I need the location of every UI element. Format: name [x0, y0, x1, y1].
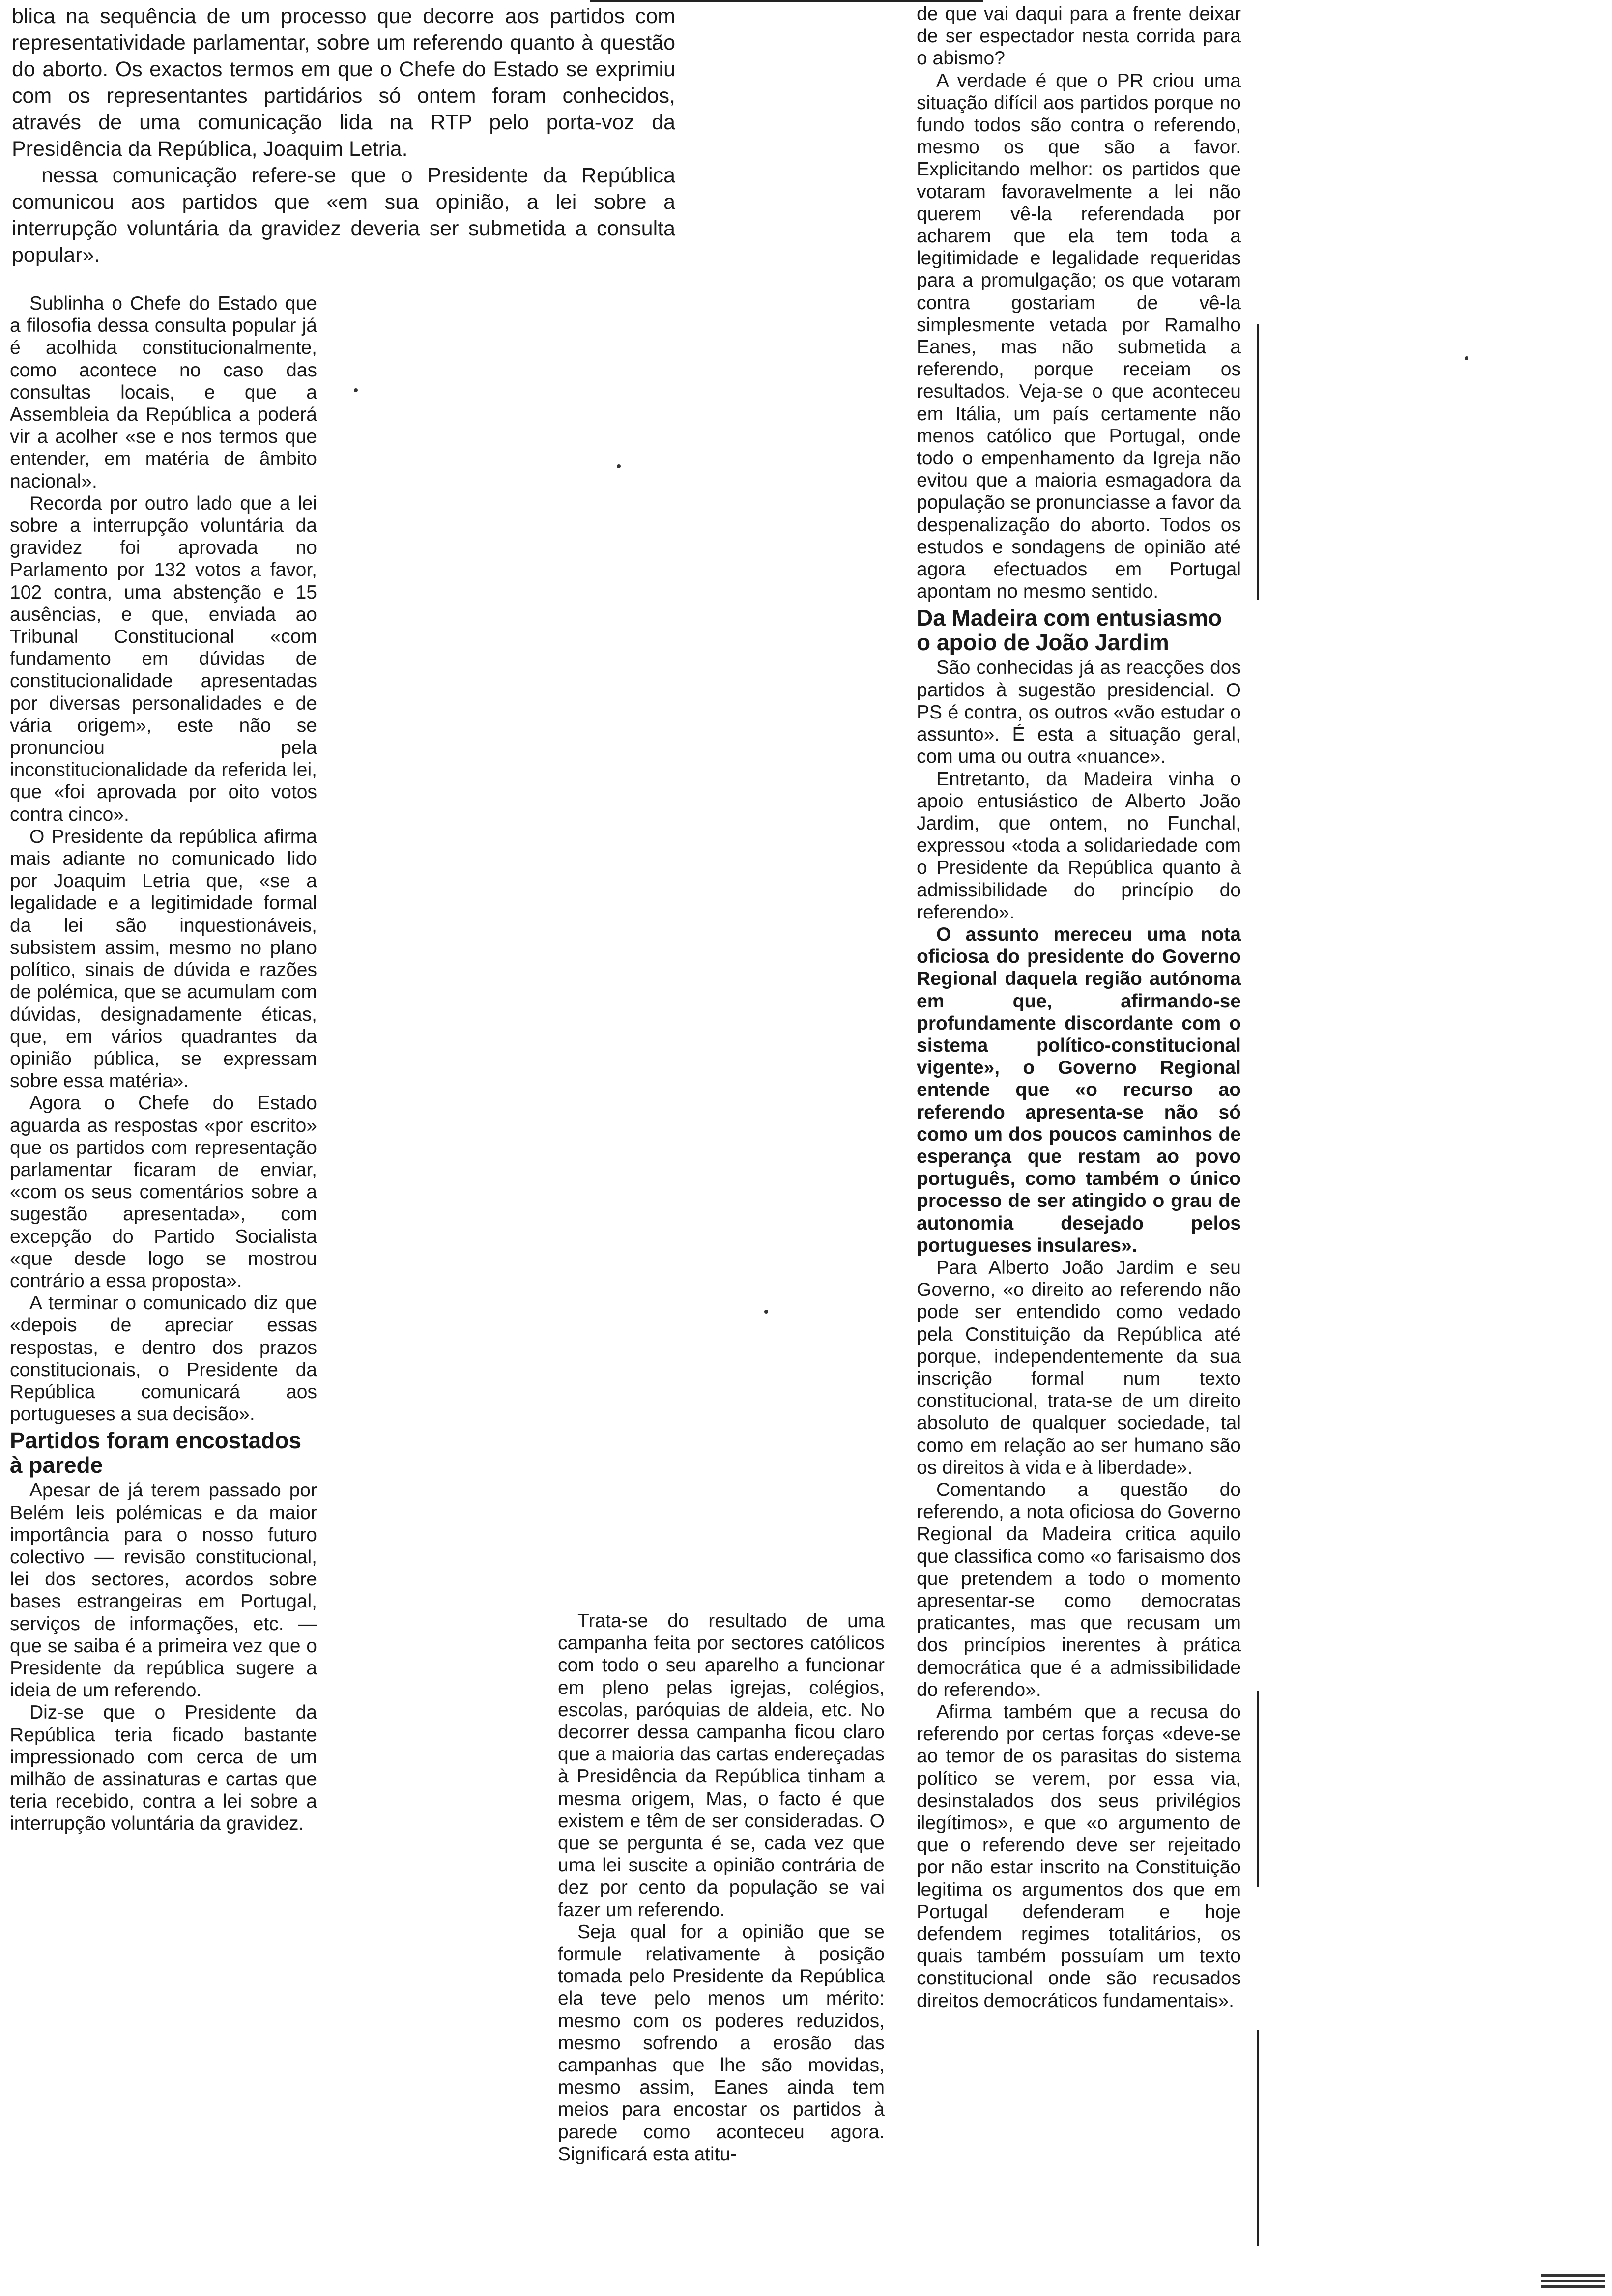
margin-rule	[1257, 324, 1259, 600]
speck	[764, 1310, 768, 1314]
article-paragraph: O Presidente da república afirma mais adiante no comunicado lido por Joaquim Letria que, «se a legalidade e a legitimidade formal da lei são inquestionáveis, subsistem assim, mesmo no plano político, sinais de dúvida e razões de polémica, que se acumulam com dúvidas, designadamente éticas, que, em vários quadrantes da opinião pública, se expressam sobre essa matéria».	[10, 826, 317, 1092]
margin-rule	[1257, 2030, 1259, 2246]
article-paragraph: Agora o Chefe do Estado aguarda as respostas «por escrito» que os partidos com representação parlamentar ficaram de enviar, «com os seus comentários sobre a sugestão apresentada», com excepção do Partido Socialista «que desde logo se mostrou contrário a essa proposta».	[10, 1092, 317, 1292]
lead-paragraphs	[12, 3, 675, 268]
article-paragraph: A terminar o comunicado diz que «depois de apreciar essas respostas, e dentro dos prazos constitucionais, o Presidente da República comunicará aos portugueses a sua decisão».	[10, 1292, 317, 1425]
article-paragraph: Entretanto, da Madeira vinha o apoio entusiástico de Alberto João Jardim, que ontem, no Funchal, expressou «toda a solidariedade com o Presidente da República quanto à admissibilidade do princípio do referendo».	[917, 768, 1241, 923]
article-paragraph: Seja qual for a opinião que se formule relativamente à posição tomada pelo Presidente da República ela teve pelo menos um mérito: mesmo com os poderes reduzidos, mesmo sofrendo a erosão das campanhas que lhe são movidas, mesmo assim, Eanes ainda tem meios para encostar os partidos à parede como aconteceu agora. Significará esta atitu-	[558, 1921, 885, 2165]
article-paragraph: São conhecidas já as reacções dos partidos à sugestão presidencial. O PS é contra, os outros «vão estudar o assunto». É esta a situação geral, com uma ou outra «nuance».	[917, 657, 1241, 768]
margin-rule	[1257, 1691, 1259, 1887]
speck	[354, 388, 358, 392]
lead-paragraph: blica na sequência de um processo que decorre aos partidos com representatividade parlamentar, sobre um referendo quanto à questão do aborto. Os exactos termos em que o Chefe do Estado se exprimiu com os representantes partidários só ontem foram conhecidos, através de uma comunicação lida na RTP pelo porta-voz da Presidência da República, Joaquim Letria.	[12, 4, 675, 161]
subheading-partidos: Partidos foram encostados à parede	[10, 1428, 302, 1478]
article-paragraph: Trata-se do resultado de uma campanha feita por sectores católicos com todo o seu aparelho a funcionar em pleno pelas igrejas, colégios, escolas, paróquias de aldeia, etc. No decorrer dessa campanha ficou claro que a maioria das cartas endereçadas à Presidência da República tinham a mesma origem, Mas, o facto é que existem e têm de ser consideradas. O que se pergunta é se, cada vez que uma lei suscite a opinião contrária de dez por cento da população se vai fazer um referendo.	[558, 1610, 885, 1921]
article-paragraph: de que vai daqui para a frente deixar de ser espectador nesta corrida para o abismo?	[917, 3, 1241, 69]
column-left	[10, 292, 317, 1835]
article-paragraph: O assunto mereceu uma nota oficiosa do presidente do Governo Regional daquela região autónoma em que, afirmando-se profundamente discordante com o sistema político-constitucional vigente», o Governo Regional entende que «o recurso ao referendo apresenta-se não só como um dos poucos caminhos de esperança que restam ao povo português, como também o único processo de ser atingido o grau de autonomia desejado pelos portugueses insulares».	[917, 923, 1241, 1256]
column-middle	[558, 1610, 885, 2165]
corner-crop-marks	[1541, 2271, 1605, 2286]
subheading-madeira: Da Madeira com entusiasmo o apoio de João Jardim	[917, 605, 1222, 656]
top-rule	[590, 0, 983, 2]
article-paragraph: Apesar de já terem passado por Belém leis polémicas e da maior importância para o nosso futuro colectivo — revisão constitucional, lei dos sectores, acordos sobre bases estrangeiras em Portugal, serviços de informações, etc. — que se saiba é a primeira vez que o Presidente da república sugere a ideia de um referendo.	[10, 1480, 317, 1701]
article-paragraph: Para Alberto João Jardim e seu Governo, «o direito ao referendo não pode ser entendido como vedado pela Constituição da República até porque, independentemente da sua inscrição formal num texto constitucional, trata-se de um direito absoluto de qualquer sociedade, tal como em relação ao ser humano são os direitos à vida e à liberdade».	[917, 1257, 1241, 1478]
article-paragraph: Recorda por outro lado que a lei sobre a interrupção voluntária da gravidez foi aprovada no Parlamento por 132 votos a favor, 102 contra, uma abstenção e 15 ausências, e que, enviada ao Tribunal Constitucional «com fundamento em dúvidas de constitucionalidade apresentadas por diversas personalidades e de vária origem», este não se pronunciou pela inconstitucionalidade da referida lei, que «foi aprovada por oito votos contra cinco».	[10, 492, 317, 825]
speck	[617, 464, 621, 468]
speck	[1465, 356, 1468, 360]
article-paragraph: Afirma também que a recusa do referendo por certas forças «deve-se ao temor de os parasitas do sistema político se verem, por essa via, desinstalados dos seus privilégios ilegítimos», e que «o argumento de que o referendo deve ser rejeitado por não estar inscrito na Constituição legitima os argumentos dos que em Portugal defenderam e hoje defendem regimes totalitários, os quais também possuíam um texto constitucional onde são recusados direitos democráticos fundamentais».	[917, 1701, 1241, 2011]
column-right	[917, 3, 1241, 2012]
article-paragraph: Comentando a questão do referendo, a nota oficiosa do Governo Regional da Madeira critica aquilo que classifica como «o farisaismo dos que pretendem a todo o momento apresentar-se como democratas praticantes, mas que recusam um dos princípios inerentes à prática democrática que é a admissibilidade do referendo».	[917, 1479, 1241, 1700]
article-paragraph: Sublinha o Chefe do Estado que a filosofia dessa consulta popular já é acolhida constitucionalmente, como acontece no caso das consultas locais, e que a Assembleia da República a poderá vir a acolher «se e nos termos que entender, em matéria de âmbito nacional».	[10, 293, 317, 492]
article-paragraph: Diz-se que o Presidente da República teria ficado bastante impressionado com cerca de um milhão de assinaturas e cartas que teria recebido, contra a lei sobre a interrupção voluntária da gravidez.	[10, 1702, 317, 1835]
lead-paragraph: nessa comunicação refere-se que o Presidente da República comunicou aos partidos que «em sua opinião, a lei sobre a interrupção voluntária da gravidez deveria ser submetida a consulta popular».	[12, 164, 675, 267]
article-paragraph: A verdade é que o PR criou uma situação difícil aos partidos porque no fundo todos são contra o referendo, mesmo os que são a favor. Explicitando melhor: os partidos que votaram favoravelmente a lei não querem vê-la referendada por acharem que ela tem toda a legitimidade e legalidade requeridas para a promulgação; os que votaram contra gostariam de vê-la simplesmente vetada por Ramalho Eanes, mas não submetida a referendo, porque receiam os resultados. Veja-se o que aconteceu em Itália, um país certamente não menos católico que Portugal, onde todo o empenhamento da Igreja não evitou que a maioria esmagadora da população se pronunciasse a favor da despenalização do aborto. Todos os estudos e sondagens de opinião até agora efectuados em Portugal apontam no mesmo sentido.	[917, 70, 1241, 603]
